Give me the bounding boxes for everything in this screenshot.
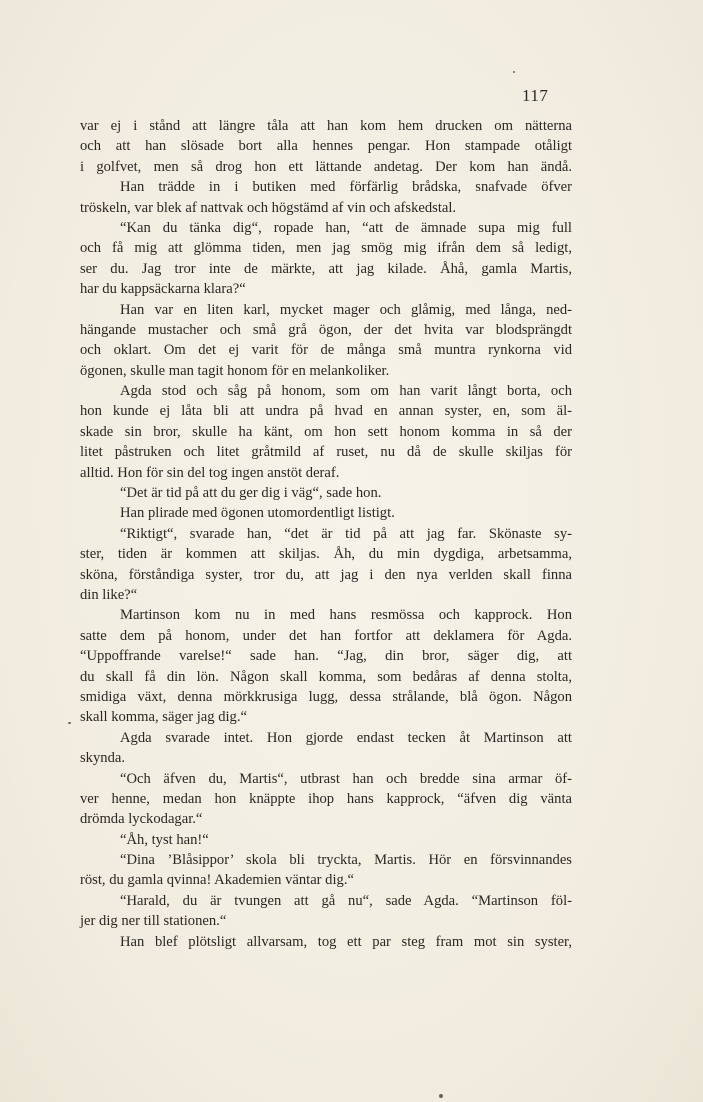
text-line: hon kunde ej låta bli att undra på hvad en annan syster, en, som äl-: [80, 403, 572, 420]
text-line: ser du. Jag tror inte de märkte, att jag kilade. Åhå, gamla Martis,: [80, 260, 572, 277]
text-line: din like?“: [80, 586, 138, 603]
text-line: var ej i stånd att längre tåla att han kom hem drucken om nätterna: [80, 118, 572, 134]
text-line: “Kan du tänka dig“, ropade han, “att de ämnade supa mig full: [120, 219, 572, 236]
text-line: “Harald, du är tvungen att gå nu“, sade Agda. “Martinson föl-: [120, 892, 572, 909]
text-line: “Dina ’Blåsippor’ skola bli tryckta, Martis. Hör en försvinnandes: [120, 852, 572, 869]
text-line: skynda.: [80, 750, 125, 767]
text-line: sköna, förståndiga syster, tror du, att jag i den nya verlden skall finna: [80, 566, 572, 583]
text-line: “Och äfven du, Martis“, utbrast han och bredde sina armar öf-: [120, 770, 572, 787]
text-line: tröskeln, var blek af nattvak och högstämd af vin och afskedstal.: [80, 199, 457, 216]
paper-speck: [439, 1094, 443, 1098]
text-line: Han var en liten karl, mycket mager och glåmig, med långa, ned-: [120, 301, 572, 318]
text-line: och få mig att glömma tiden, men jag smög mig ifrån dem så ledigt,: [80, 240, 572, 257]
text-line: ster, tiden är kommen att skiljas. Åh, du min dygdiga, arbetsamma,: [80, 546, 572, 563]
text-line: satte dem på honom, under det han fortfor att deklamera för Agda.: [80, 627, 572, 644]
text-line: Agda stod och såg på honom, som om han varit långt borta, och: [120, 383, 572, 400]
text-line: smidiga växt, denna mörkkrusiga lugg, dessa strålande, blå ögon. Någon: [80, 688, 572, 705]
text-line: skall komma, säger jag dig.“: [80, 709, 247, 726]
text-line: jer dig ner till stationen.“: [80, 913, 227, 930]
text-line: drömda lyckodagar.“: [80, 811, 203, 828]
text-line: “Åh, tyst han!“: [120, 831, 209, 848]
text-line: ver henne, medan hon knäppte ihop hans kapprock, “äfven dig vänta: [80, 790, 572, 807]
text-line: och oklart. Om det ej varit för de många små muntra rynkorna vid: [80, 342, 572, 359]
paper-speck: [68, 722, 71, 724]
text-line: “Det är tid på att du ger dig i väg“, sade hon.: [120, 485, 382, 502]
text-line: röst, du gamla qvinna! Akademien väntar dig.“: [80, 872, 354, 889]
text-line: Han trädde in i butiken med förfärlig brådska, snafvade öfver: [120, 179, 572, 196]
body-text: [80, 116, 572, 952]
text-line: skade sin bror, skulle ha känt, om hon sett honom komma in så der: [80, 423, 572, 440]
page-number: 117: [522, 86, 549, 105]
text-line: ögonen, skulle man tagit honom för en melankoliker.: [80, 362, 390, 379]
text-line: har du kappsäckarna klara?“: [80, 281, 246, 298]
text-line: du skall få din lön. Någon skall komma, som bedåras af denna stolta,: [80, 668, 572, 685]
text-line: litet påstruken och litet gråtmild af ruset, nu då de skulle skiljas för: [80, 444, 572, 461]
text-line: i golfvet, men så drog hon ett lättande andetag. Der kom han ändå.: [80, 158, 572, 175]
text-line: Agda svarade intet. Hon gjorde endast tecken åt Martinson att: [120, 729, 572, 746]
text-line: Martinson kom nu in med hans resmössa och kapprock. Hon: [120, 607, 572, 624]
text-line: hängande mustacher och små grå ögon, der det hvita var blodsprängdt: [80, 321, 572, 338]
text-line: och att han slösade bort alla hennes pengar. Hon stampade otåligt: [80, 138, 572, 155]
text-line: alltid. Hon för sin del tog ingen anstöt deraf.: [80, 464, 340, 481]
text-line: “Uppoffrande varelse!“ sade han. “Jag, din bror, säger dig, att: [80, 648, 572, 665]
text-line: Han blef plötsligt allvarsam, tog ett par steg fram mot sin syster,: [120, 933, 572, 950]
text-line: Han plirade med ögonen utomordentligt listigt.: [120, 505, 395, 522]
paper-speck: [513, 71, 515, 73]
text-line: “Riktigt“, svarade han, “det är tid på att jag far. Skönaste sy-: [120, 525, 572, 542]
